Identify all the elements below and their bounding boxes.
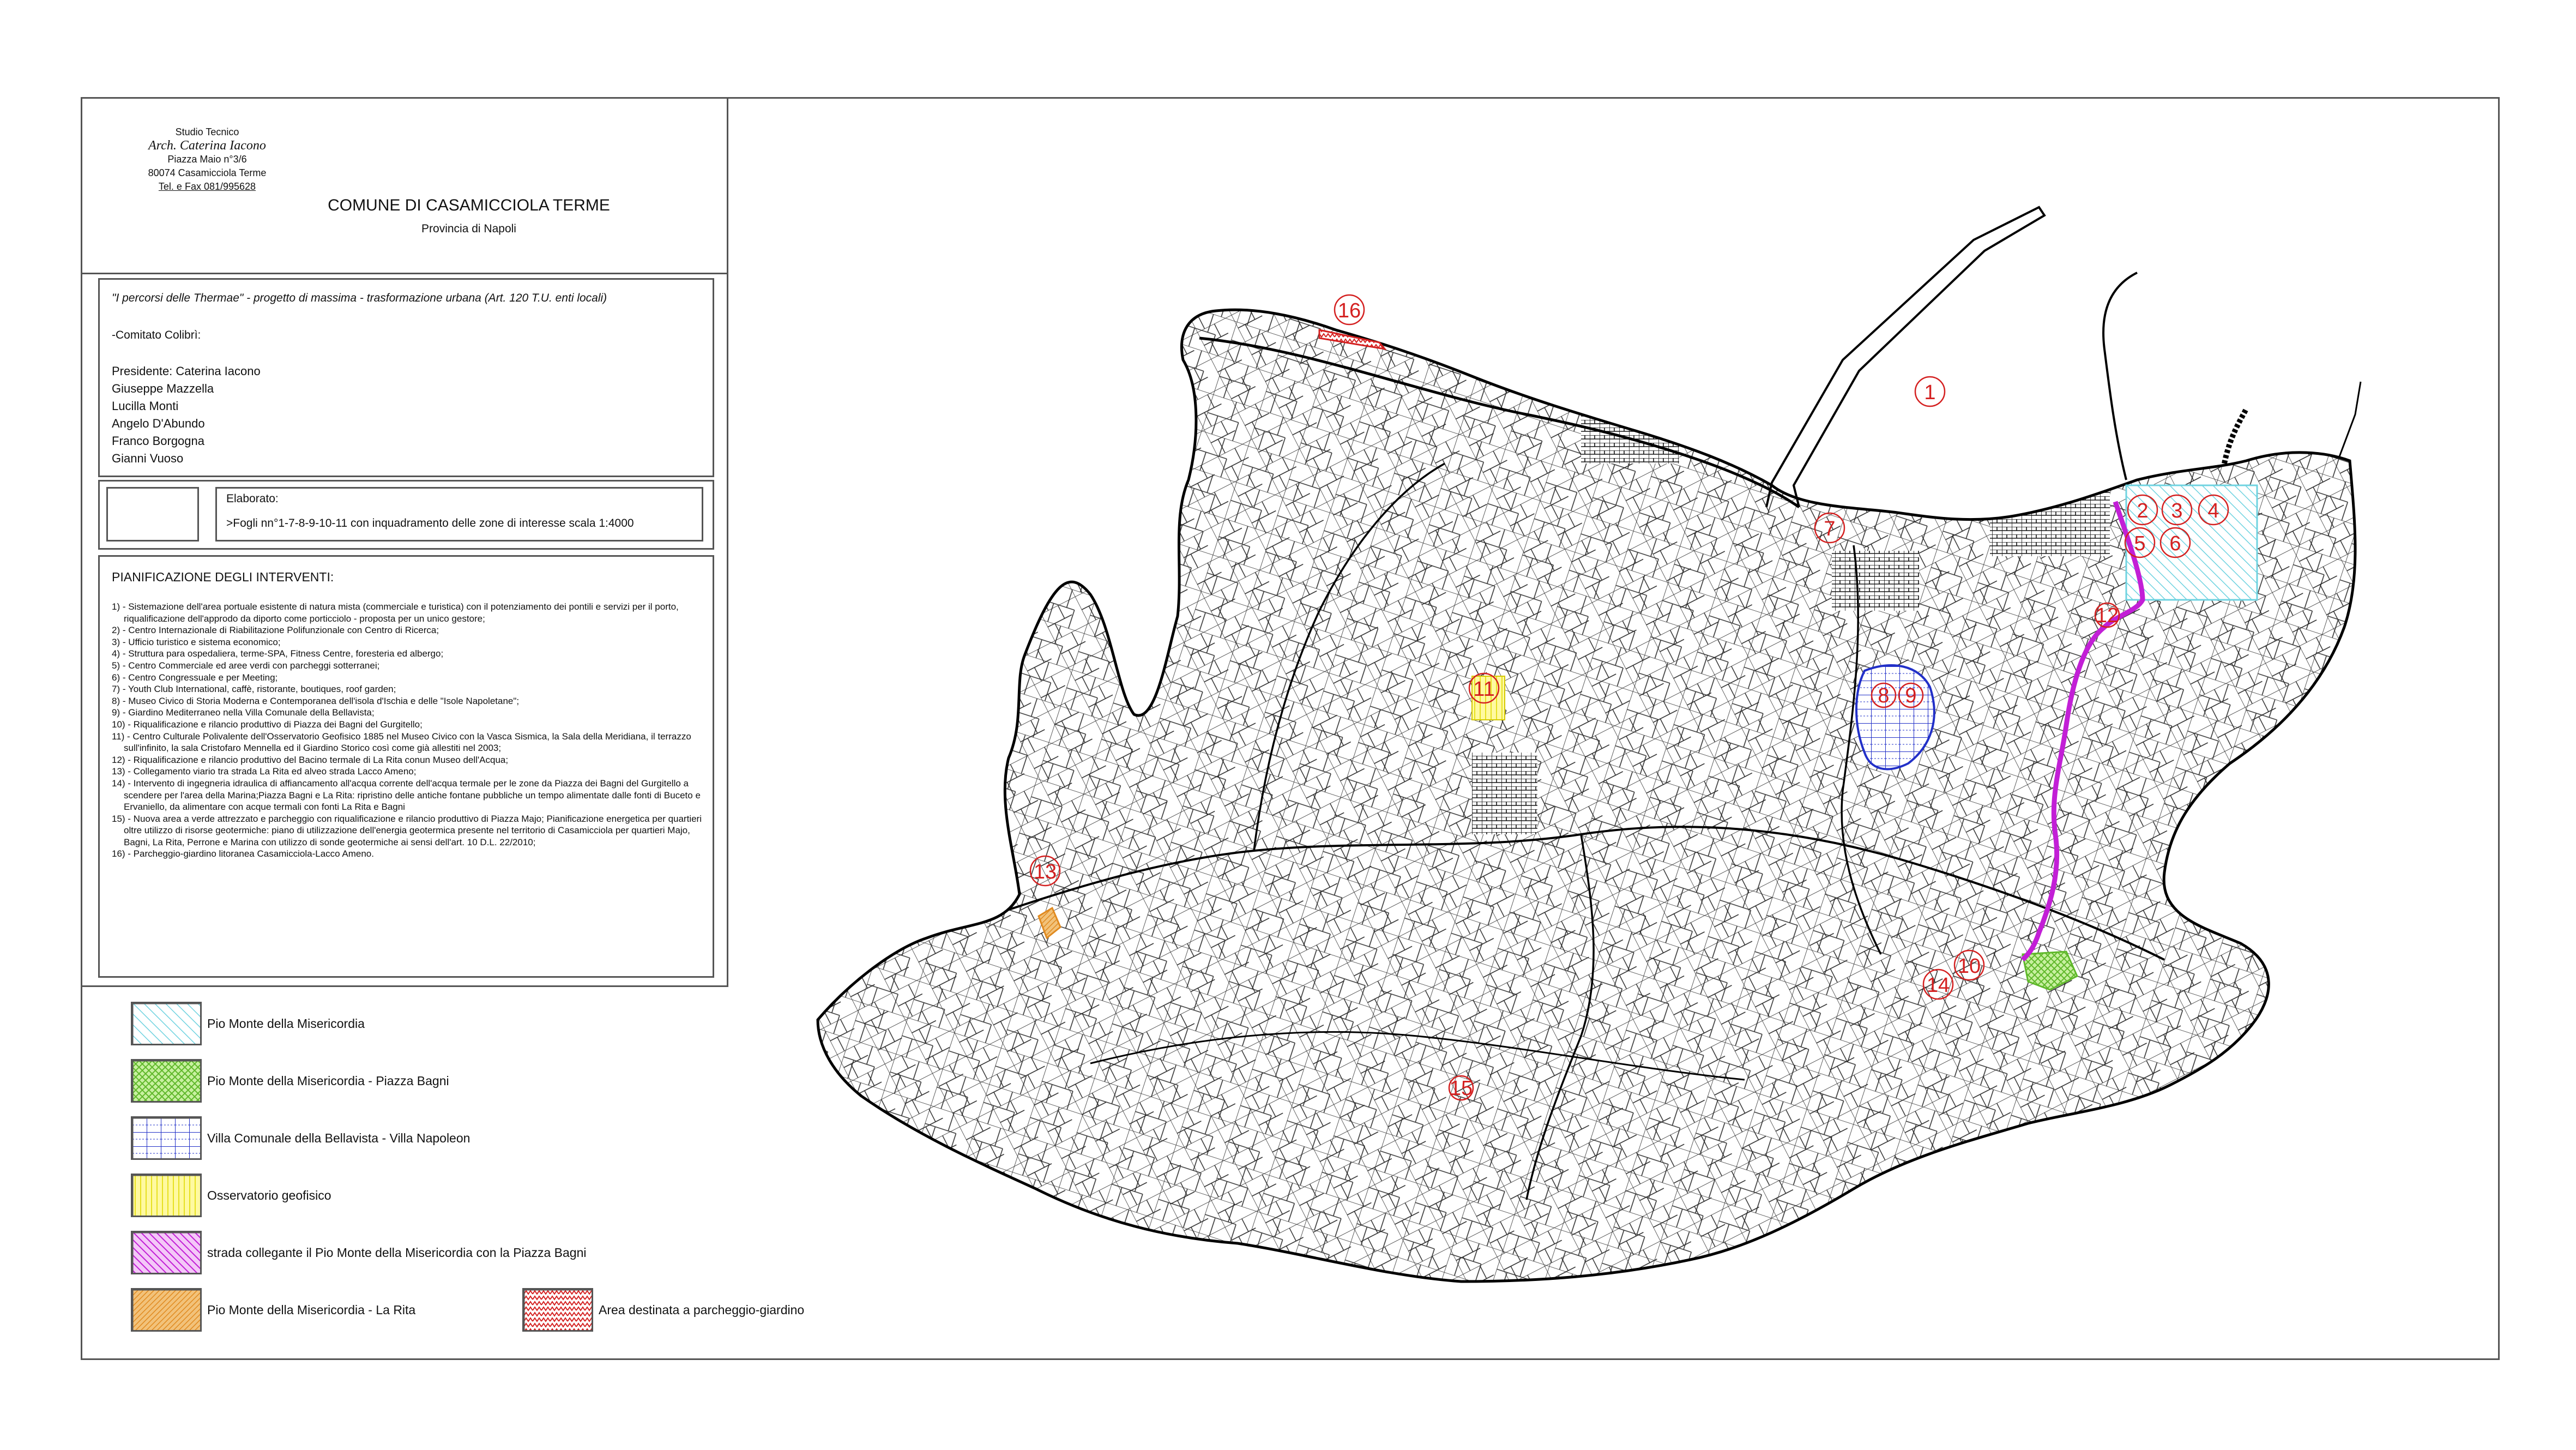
zone-label-11 [1469,673,1499,703]
zone-label-13 [1030,856,1060,886]
elaborato-text-box [215,487,703,542]
zone-number: 13 [1033,861,1057,883]
intervento-item: 1) - Sistemazione dell'area portuale esistente di natura mista (commerciale e turistica) con il potenziamento dei pontili e servizi per il porto, riqualificazione dell'approdo da diporto come porticciolo - proposta per un unico gestore; [112,601,679,624]
elaborato-label: Elaborato: [226,492,279,505]
zone-label-12 [2095,603,2119,627]
studio-city: 80074 Casamicciola Terme [148,167,267,178]
legend-item-la-rita [131,1288,415,1332]
zone-label-16 [1335,295,1364,324]
zone-number: 11 [1473,678,1495,701]
zone-number: 7 [1824,518,1836,540]
legend-swatch [522,1288,593,1332]
zone-number: 5 [2134,532,2146,555]
elaborato-text: >Fogli nn°1-7-8-9-10-11 con inquadramento delle zone di interesse scala 1:4000 [226,517,634,530]
member: Gianni Vuoso [112,452,184,465]
legend-item-osservatorio [131,1174,331,1217]
zone-number: 2 [2137,500,2149,522]
legend-label: Pio Monte della Misericordia - Piazza Bagni [207,1073,449,1088]
zone-number: 12 [2095,604,2119,627]
zone-label-1 [1915,377,1945,406]
interventi-list [112,601,714,860]
legend-label: strada collegante il Pio Monte della Misericordia con la Piazza Bagni [207,1245,587,1260]
zone-number: 6 [2169,532,2181,555]
zone-number: 1 [1924,381,1936,404]
legend-label: Pio Monte della Misericordia [207,1016,365,1031]
studio-line: Studio Tecnico [175,127,239,137]
legend-item-piazza-bagni [131,1059,449,1103]
member: Angelo D'Abundo [112,417,205,430]
legend-swatch [131,1231,202,1274]
cadastral-map [728,98,2499,1359]
intervento-item: 13) - Collegamento viario tra strada La Rita ed alveo strada Lacco Ameno; [112,766,417,777]
intervento-item: 12) - Riqualificazione e rilancio produttivo del Bacino termale di La Rita conun Museo dell'Acqua; [112,754,509,765]
zone-label-10 [1954,950,1984,980]
zone-number: 8 [1878,684,1890,707]
intervento-item: 9) - Giardino Mediterraneo nella Villa Comunale della Bellavista; [112,707,375,718]
pier [2103,273,2137,480]
intervento-item: 16) - Parcheggio-giardino litoranea Casamicciola-Lacco Ameno. [112,849,374,859]
committee-members [112,363,261,467]
legend-item-pio-monte [131,1002,365,1045]
legend-swatch [131,1002,202,1045]
zone-number: 10 [1957,955,1981,978]
pianificazione-title: PIANIFICAZIONE DEGLI INTERVENTI: [112,570,334,584]
intervento-item: 10) - Riqualificazione e rilancio produttivo di Piazza dei Bagni del Gurgitello; [112,719,423,730]
zone-number: 14 [1926,974,1950,997]
legend-label: Pio Monte della Misericordia - La Rita [207,1302,416,1317]
legend-swatch [131,1059,202,1103]
comune-title: COMUNE DI CASAMICCIOLA TERME [328,196,610,214]
intervento-item: 15) - Nuova area a verde attrezzato e parcheggio con riqualificazione e rilancio produttivo di Piazza Majo; Pianificazione energetica per quartieri oltre utilizzo di risorse geotermiche: piano di utilizzazione dell'energia geotermica presente nel territorio di Casamicciola per quartieri Majo, Bagni, La Rita, Perrone e Marina con utilizzo di sonde geotermiche ai sensi dell'art. 10 D.L. 22/2010; [112,813,702,847]
legend-swatch [131,1116,202,1160]
intervento-item: 7) - Youth Club International, caffè, ristorante, boutiques, roof garden; [112,684,396,695]
intervento-item: 8) - Museo Civico di Storia Moderna e Contemporanea dell'isola d'Ischia e delle "Isole Napoletane"; [112,695,520,706]
intervento-item: 6) - Centro Congressuale e per Meeting; [112,672,278,683]
intervento-item: 14) - Intervento di ingegneria idraulica di affiancamento all'acqua corrente dell'acqua termale per le zone da Piazza dei Bagni del Gurgitello a scendere per l'area della Marina;Piazza Bagni e La Rita: ripristino delle antiche fontane pubbliche un tempo alimentate dalle fonti di Buceto e Ervaniello, da alimentare con acque termali con fonti La Rita e Bagni [112,778,701,813]
studio-address: Piazza Maio n°3/6 [167,154,247,165]
studio-block [87,125,327,194]
pier-rocks [2224,409,2246,464]
zone-label-14 [1923,970,1953,999]
elaborato-empty-box [106,487,199,542]
legend-label: Villa Comunale della Bellavista - Villa Napoleon [207,1130,470,1145]
architect-name: Arch. Caterina Iacono [148,139,266,153]
intervento-item: 11) - Centro Culturale Polivalente dell'Osservatorio Geofisico 1885 nel Museo Civico con la Vasca Sismica, la Sala della Meridiana, il terrazzo sull'infinito, la sala Cristofaro Mennella ed il Giardino Storico così come già allestiti nel 2003; [112,731,691,754]
coast-edge [2339,382,2361,458]
zone-label-15 [1449,1076,1473,1100]
legend-item-villa-comunale [131,1116,470,1160]
committee-label: -Comitato Colibrì: [112,329,201,341]
intervento-item: 2) - Centro Internazionale di Riabilitazione Polifunzionale con Centro di Ricerca; [112,625,439,636]
zone-number: 3 [2171,500,2183,522]
intervento-item: 4) - Struttura para ospedaliera, terme-SPA, Fitness Centre, foresteria ed albergo; [112,648,444,659]
studio-tel: Tel. e Fax 081/995628 [158,181,256,192]
intervento-item: 5) - Centro Commerciale ed aree verdi con parcheggi sotterranei; [112,660,380,671]
legend-swatch [131,1288,202,1332]
member: Lucilla Monti [112,399,179,413]
member: Franco Borgogna [112,434,204,448]
member: Presidente: Caterina Iacono [112,364,261,378]
provincia-subtitle: Provincia di Napoli [421,222,516,235]
zone-number: 4 [2207,500,2219,522]
zone-number: 15 [1449,1077,1473,1100]
member: Giuseppe Mazzella [112,382,214,395]
zone-number: 16 [1337,299,1361,322]
legend-item-strada [131,1231,586,1274]
legend-swatch [131,1174,202,1217]
zone-number: 9 [1905,684,1917,707]
intervento-item: 3) - Ufficio turistico e sistema economico; [112,636,281,647]
legend-label: Osservatorio geofisico [207,1188,331,1202]
breakwater [1766,207,2044,507]
legend-label: Area destinata a parcheggio-giardino [599,1302,805,1317]
project-title: "I percorsi delle Thermae" - progetto di massima - trasformazione urbana (Art. 120 T.U. enti locali) [112,292,607,304]
